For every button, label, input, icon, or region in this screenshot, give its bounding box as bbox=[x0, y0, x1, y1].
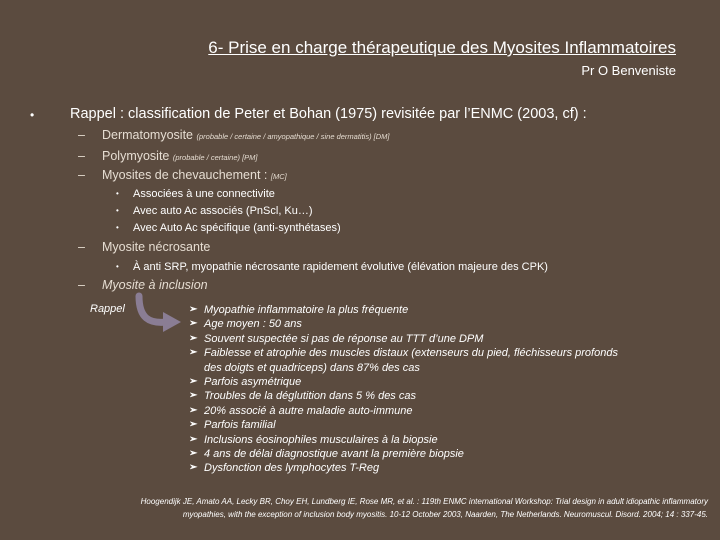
rappel-point: ➢ 4 ans de délai diagnostique avant la première biopsie bbox=[189, 448, 464, 461]
rappel-point: ➢ 20% associé à autre maladie auto-immune bbox=[189, 404, 413, 417]
rappel-point: ➢ Souvent suspectée si pas de réponse au TTT d’une DPM bbox=[189, 332, 484, 345]
item-polymyosite: – Polymyosite (probable / certaine) [PM] bbox=[78, 149, 258, 163]
overlap-subitem: • Avec Auto Ac spécifique (anti-synthétases) bbox=[116, 222, 341, 234]
rappel-point: ➢ Inclusions éosinophiles musculaires à la biopsie bbox=[189, 433, 438, 446]
item-necrosante: – Myosite nécrosante bbox=[78, 240, 211, 254]
rappel-point: ➢ Dysfonction des lymphocytes T-Reg bbox=[189, 462, 380, 475]
reference-line: myopathies, with the exception of inclusion body myositis. 10-12 October 2003, Naarden, The Netherlands. Neuromuscul. Disord. 2004; 14 : 337-45. bbox=[182, 510, 708, 519]
curved-arrow-icon bbox=[133, 292, 185, 334]
rappel-point: ➢ Parfois familial bbox=[189, 419, 276, 432]
reference bbox=[62, 495, 708, 521]
item-chevauchement: – Myosites de chevauchement : [MC] bbox=[78, 168, 287, 182]
rappel-list bbox=[189, 303, 624, 476]
rappel-point: ➢ Myopathie inflammatoire la plus fréquente bbox=[189, 304, 409, 316]
main-bullet: Rappel : classification de Peter et Bohan (1975) revisitée par l’ENMC (2003, cf) : bbox=[70, 106, 587, 122]
chevron-right-icon: ➢ bbox=[189, 347, 198, 359]
item-inclusion: – Myosite à inclusion bbox=[78, 278, 208, 292]
chevron-right-icon: ➢ bbox=[189, 433, 198, 445]
chevron-right-icon: ➢ bbox=[189, 304, 198, 315]
rappel-point: ➢ Faiblesse et atrophie des muscles distaux (extenseurs du pied, fléchisseurs profonds des doigts et quadriceps) dans 87% des cas bbox=[189, 347, 618, 374]
slide-title: 6- Prise en charge thérapeutique des Myosites Inflammatoires bbox=[208, 38, 676, 57]
chevron-right-icon: ➢ bbox=[189, 462, 198, 474]
chevron-right-icon: ➢ bbox=[189, 448, 198, 460]
author: Pr O Benveniste bbox=[581, 63, 676, 78]
chevron-right-icon: ➢ bbox=[189, 390, 198, 402]
rappel-point: ➢ Age moyen : 50 ans bbox=[189, 318, 302, 331]
chevron-right-icon: ➢ bbox=[189, 318, 198, 330]
necrosante-subitem: • À anti SRP, myopathie nécrosante rapidement évolutive (élévation majeure des CPK) bbox=[116, 261, 548, 273]
overlap-subitem: • Avec auto Ac associés (PnScl, Ku…) bbox=[116, 205, 313, 217]
bullet-dot: • bbox=[30, 108, 35, 122]
overlap-subitem: • Associées à une connectivite bbox=[116, 188, 275, 200]
rappel-point: ➢ Troubles de la déglutition dans 5 % des cas bbox=[189, 390, 416, 403]
chevron-right-icon: ➢ bbox=[189, 404, 198, 416]
chevron-right-icon: ➢ bbox=[189, 332, 198, 344]
chevron-right-icon: ➢ bbox=[189, 376, 198, 388]
rappel-point: ➢ Parfois asymétrique bbox=[189, 376, 302, 389]
chevron-right-icon: ➢ bbox=[189, 419, 198, 431]
reference-line: Hoogendijk JE, Amato AA, Lecky BR, Choy EH, Lundberg IE, Rose MR, et al. : 119th ENMC international Workshop: Trial design in adult idiopathic inflammatory bbox=[140, 497, 708, 506]
item-dermatomyosite: – Dermatomyosite (probable / certaine / amyopathique / sine dermatitis) [DM] bbox=[78, 128, 390, 142]
rappel-label: Rappel bbox=[90, 303, 125, 315]
